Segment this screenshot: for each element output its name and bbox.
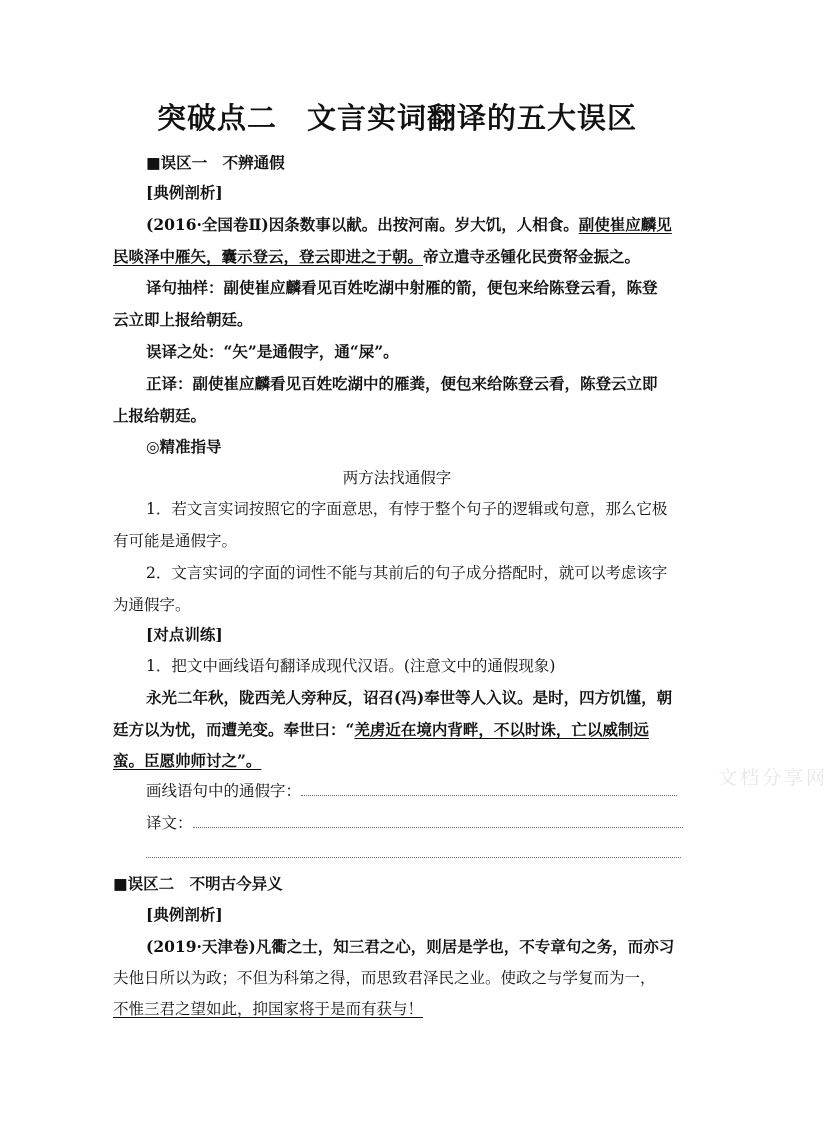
underlined-text: 副使崔应麟见 [578,215,672,234]
example-paragraph-line [146,214,681,236]
guide-point-line: 2．文言实词的字面的词性不能与其前后的句子成分搭配时，就可以考虑该字 [146,564,668,582]
example-paragraph-line: 夫他日所以为政；不但为科第之得，而思致君泽民之业。使政之与学复而为一， [113,969,656,987]
practice-passage-line [113,750,681,772]
example-paragraph-line [113,998,681,1020]
underlined-text: 民啖泽中雁矢，囊示登云，登云即进之于朝。 [113,247,424,266]
error-point: 误译之处：“矢”是通假字，通“屎”。 [146,342,399,361]
underlined-text: 不惟三君之望如此，抑国家将于是而有获与！ [113,1000,424,1018]
excerpt-line: 译句抽样：副使崔应麟看见百姓吃湖中射雁的箭，便包来给陈登云看，陈登 [146,278,658,297]
correct-translation-line: 上报给朝廷。 [113,406,207,425]
excerpt-line: 云立即上报给朝廷。 [113,310,253,329]
underlined-text: 蛮。臣愿帅师讨之 [113,751,238,770]
example-paragraph-line [113,246,681,268]
section-heading-1: ■误区一 不辨通假 [146,153,285,172]
guide-point-line: 为通假字。 [113,596,191,614]
answer-label: 译文： [146,814,193,832]
guide-label: ◎精准指导 [146,437,222,456]
example-paragraph-line: (2019·天津卷)凡衢之士，知三君之心，则居是学也，不专章句之务，而亦习 [146,937,675,956]
page-title: 突破点二 文言实词翻译的五大误区 [156,101,637,135]
guide-title: 两方法找通假字 [342,469,452,487]
answer-row-2 [146,812,681,834]
correct-translation-line: 正译：副使崔应麟看见百姓吃湖中的雁粪，便包来给陈登云看，陈登云立即 [146,374,658,393]
practice-passage-line [113,719,681,741]
watermark: 文档分享网 [718,767,828,789]
passage-text: 廷方以为忧，而遭羌变。奉世曰：“ [113,720,355,739]
practice-passage-line: 永光二年秋，陇西羌人旁种反，诏召(冯)奉世等人入议。是时，四方饥馑，朝 [146,688,673,707]
answer-row-1 [146,780,681,802]
practice-question: 1．把文中画线语句翻译成现代汉语。(注意文中的通假现象) [146,657,556,675]
example-text: (2016·全国卷Ⅱ)因条数事以献。出按河南。岁大饥，人相食。 [146,215,579,234]
example-label: [典例剖析] [146,183,223,202]
guide-point-line: 1．若文言实词按照它的字面意思，有悖于整个句子的逻辑或句意，那么它极 [146,500,668,518]
answer-label: 画线语句中的通假字： [146,782,302,800]
guide-point-line: 有可能是通假字。 [113,532,238,550]
answer-blank[interactable] [301,781,677,796]
answer-blank[interactable] [193,813,683,828]
practice-label: [对点训练] [146,625,223,644]
example-label: [典例剖析] [146,905,223,924]
example-text: 帝立遣寺丞锺化民赍帑金振之。 [423,247,641,266]
passage-text: ”。 [237,751,262,770]
underlined-text: 羌虏近在境内背畔，不以时诛，亡以威制远 [354,720,649,739]
section-heading-2: ■误区二 不明古今异义 [113,874,283,893]
answer-blank-line[interactable] [146,857,681,858]
